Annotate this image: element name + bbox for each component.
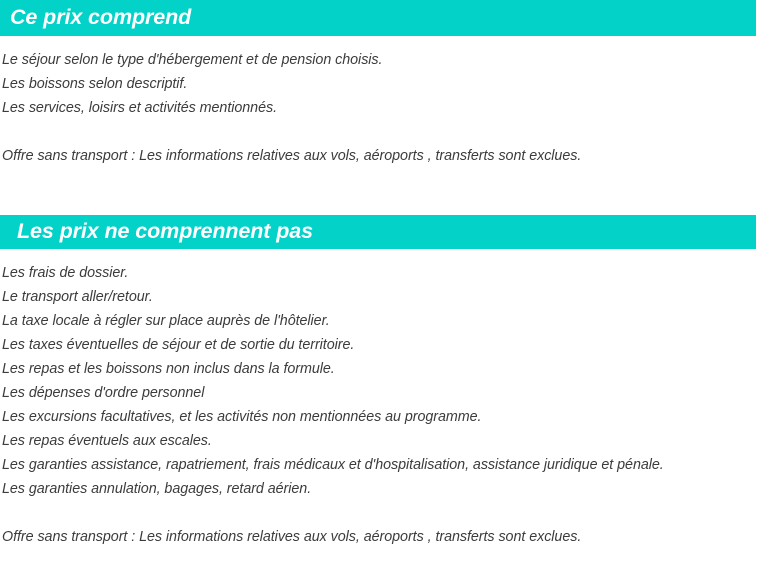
section-header-excluded — [0, 215, 756, 249]
list-item: Les services, loisirs et activités mentionnés. — [2, 100, 278, 116]
list-item: Les excursions facultatives, et les activités non mentionnées au programme. — [2, 409, 482, 425]
section-title-excluded: Les prix ne comprennent pas — [17, 219, 313, 244]
list-item: Les frais de dossier. — [2, 265, 129, 281]
spacer — [2, 501, 754, 525]
list-item: Les dépenses d'ordre personnel — [2, 385, 205, 401]
list-item: Le séjour selon le type d'hébergement et de pension choisis. — [2, 52, 383, 68]
section-title-included: Ce prix comprend — [10, 5, 192, 30]
section-gap — [0, 168, 758, 215]
list-item: Les repas et les boissons non inclus dans la formule. — [2, 361, 335, 377]
list-item: Les taxes éventuelles de séjour et de sortie du territoire. — [2, 337, 355, 353]
no-transport-note-excluded: Offre sans transport : Les informations relatives aux vols, aéroports , transferts sont exclues. — [2, 529, 582, 545]
spacer — [2, 120, 754, 144]
section-header-included — [0, 0, 756, 36]
list-item: Les garanties assistance, rapatriement, frais médicaux et d'hospitalisation, assistance juridique et pénale. — [2, 457, 664, 473]
list-item: Les garanties annulation, bagages, retard aérien. — [2, 481, 312, 497]
list-item: La taxe locale à régler sur place auprès de l'hôtelier. — [2, 313, 330, 329]
no-transport-note-included: Offre sans transport : Les informations relatives aux vols, aéroports , transferts sont exclues. — [2, 148, 582, 164]
list-item: Le transport aller/retour. — [2, 289, 153, 305]
section-body-excluded — [0, 249, 758, 549]
list-item: Les boissons selon descriptif. — [2, 76, 188, 92]
list-item: Les repas éventuels aux escales. — [2, 433, 212, 449]
section-body-included — [0, 36, 758, 168]
